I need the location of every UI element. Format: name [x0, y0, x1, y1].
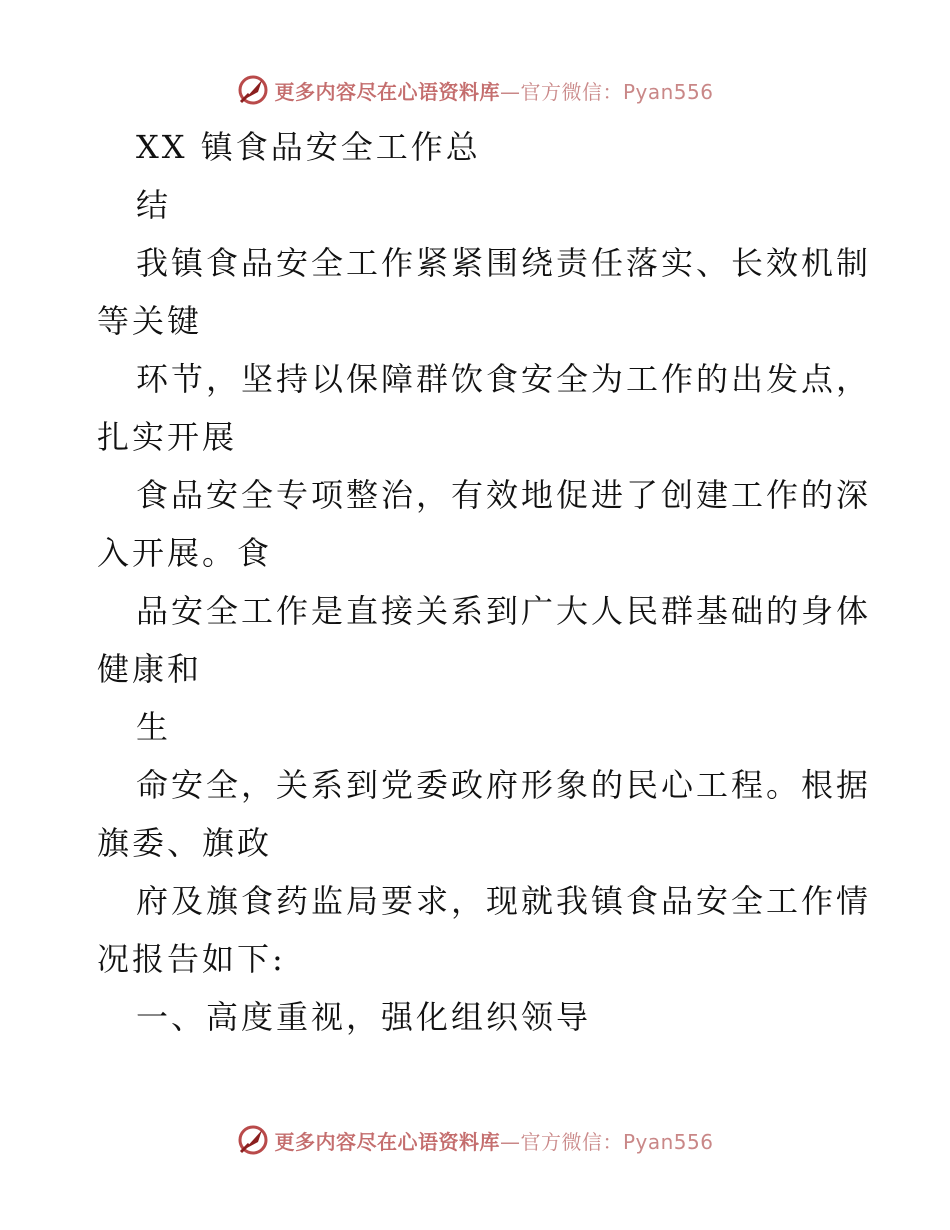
text-line: 命安全，关系到党委政府形象的民心工程。根据: [136, 766, 872, 804]
text-line: 况报告如下:: [97, 940, 286, 978]
text-line: 食品安全专项整治，有效地促进了创建工作的深: [136, 476, 872, 514]
watermark-footer: [0, 1120, 950, 1160]
document-body: [97, 118, 872, 1046]
text-line: 等关键: [97, 302, 203, 340]
text-line: 一、高度重视，强化组织领导: [136, 998, 592, 1036]
text-line: XX 镇食品安全工作总: [136, 128, 481, 166]
text-line: 环节，坚持以保障群饮食安全为工作的出发点，: [136, 360, 872, 398]
watermark-header: [0, 70, 950, 110]
quill-logo-icon: [236, 1123, 270, 1157]
text-line: 品安全工作是直接关系到广大人民群基础的身体: [136, 592, 872, 630]
text-line: 扎实开展: [97, 418, 238, 456]
watermark-text: 更多内容尽在心语资料库—官方微信：Pyan556: [274, 79, 714, 104]
quill-logo-icon: [236, 73, 270, 107]
text-line: 健康和: [97, 650, 203, 688]
text-line: 生: [136, 708, 172, 746]
text-line: 府及旗食药监局要求，现就我镇食品安全工作情: [136, 882, 872, 920]
text-line: 我镇食品安全工作紧紧围绕责任落实、长效机制: [136, 244, 872, 282]
watermark-text: 更多内容尽在心语资料库—官方微信：Pyan556: [274, 1129, 714, 1154]
text-line: 入开展。食: [97, 534, 273, 572]
text-line: 旗委、旗政: [97, 824, 273, 862]
text-line: 结: [136, 186, 172, 224]
